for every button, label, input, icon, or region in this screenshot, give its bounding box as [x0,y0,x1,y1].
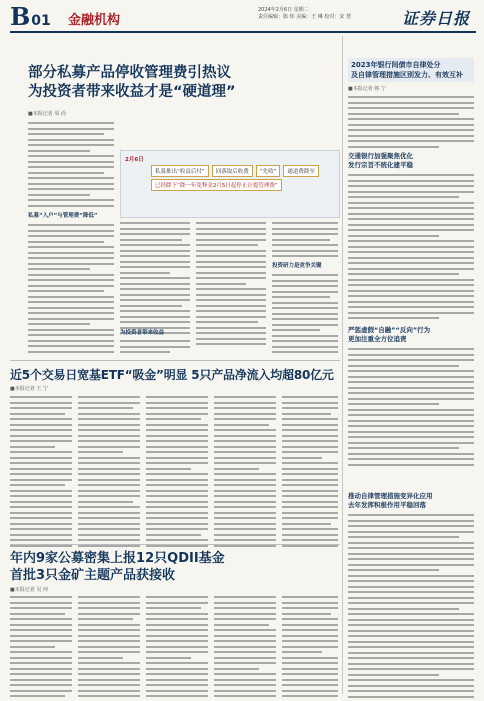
main-headline [28,64,328,102]
etf-text-col-5 [282,396,338,550]
main-headline-line-2: 为投资者带来收益才是“硬道理” [28,84,236,100]
main-text-column-2 [120,222,190,338]
page-number-badge [10,2,51,31]
highlight-graphic [120,150,340,218]
newspaper-logo: 证券日报 [402,9,471,28]
main-text-column-2b [120,340,190,357]
sidebar-story-3-title [348,326,474,344]
highlight-tag: 2月6日 [125,157,144,163]
main-byline: ■本报记者 周 尚 [28,111,66,117]
highlight-chip-3: “先收” [256,165,281,177]
main-text-column-4b [272,274,338,357]
masthead-rule [10,31,476,33]
main-text-column-1a [28,122,114,210]
etf-text-col-4 [214,396,276,550]
main-subhead-3: 投资研力是竞争关键 [272,263,322,269]
sidebar-byline: ■本报记者 韩 宁 [348,86,386,92]
etf-headline: 近5个交易日宽基ETF“吸金”明显 5只产品净流入均超80亿元 [10,368,334,382]
divider-1 [10,360,340,361]
qdii-byline: ■本报记者 吴 珂 [10,587,48,593]
page-number: 01 [31,13,51,29]
qdii-headline-line-1: 年内9家公募密集上报12只QDII基金 [10,551,225,566]
highlight-deck: 已经降下“降一年免释金2月5日起停止计提管理费” [151,179,282,191]
sidebar-text-2 [348,174,474,323]
qdii-headline-line-2: 首批3只金矿主题产品获接收 [10,568,176,583]
sidebar-story-2-title [348,152,474,170]
issue-date: 2024年2月6日 星期二 [258,7,309,13]
main-text-column-4 [272,222,338,261]
sidebar-story-4-title-line-1: 推动自律管理措施变异化应用 [348,492,433,500]
sidebar-story-2-title-line-1: 交通银行加强聚焦优化 [348,152,413,160]
qdii-text-col-3 [146,596,208,701]
main-text-column-1b [28,224,114,356]
etf-text-col-1 [10,396,72,550]
sidebar-text-4 [348,514,474,701]
divider-2 [10,544,340,545]
sidebar-story-3-title-line-2: 更加注重全方位追责 [348,335,407,343]
main-subhead-2: 为投资者带来收益 [120,330,165,336]
highlight-chips [151,165,319,177]
main-subhead-1: 私募“入户”与管理费“降低” [28,213,98,219]
highlight-chip-2: 回落取后收费 [212,165,253,177]
qdii-text-col-2 [78,596,140,701]
main-headline-line-1: 部分私募产品停收管理费引热议 [28,65,231,81]
highlight-chip-4: 通道费降至 [283,165,319,177]
sidebar-text-1 [348,96,474,151]
issue-editors: 责任编辑：陈 炜 美编：王 琳 校对：宋 慧 [258,14,351,20]
sidebar-headline-line-2: 及自律管理措施区别发力、有效互补 [351,71,463,79]
sidebar-headline-line-1: 2023年银行间债市自律处分 [351,61,441,69]
sidebar-text-3 [348,348,474,469]
issue-info [258,7,398,21]
etf-text-col-3 [146,396,208,550]
sidebar-headline [348,58,474,82]
main-text-column-3 [196,222,266,349]
sidebar-story-3-title-line-1: 严惩虚假“自融”“反向”行为 [348,326,431,334]
section-title: 金融机构 [68,13,121,28]
sidebar-story-4-title-line-2: 去年发挥积极作用平稳回落 [348,501,426,509]
etf-text-col-2 [78,396,140,550]
highlight-chip-1: 私募推出“收益后付” [151,165,209,177]
qdii-text-col-5 [282,596,338,701]
qdii-headline [10,550,340,584]
qdii-text-col-4 [214,596,276,701]
sidebar-story-2-title-line-2: 发行宗旨不统化建平稳 [348,161,413,169]
qdii-text-col-1 [10,596,72,701]
page-letter: B [10,2,31,31]
sidebar-story-4-title [348,492,474,510]
etf-byline: ■本报记者 王 宁 [10,386,48,392]
